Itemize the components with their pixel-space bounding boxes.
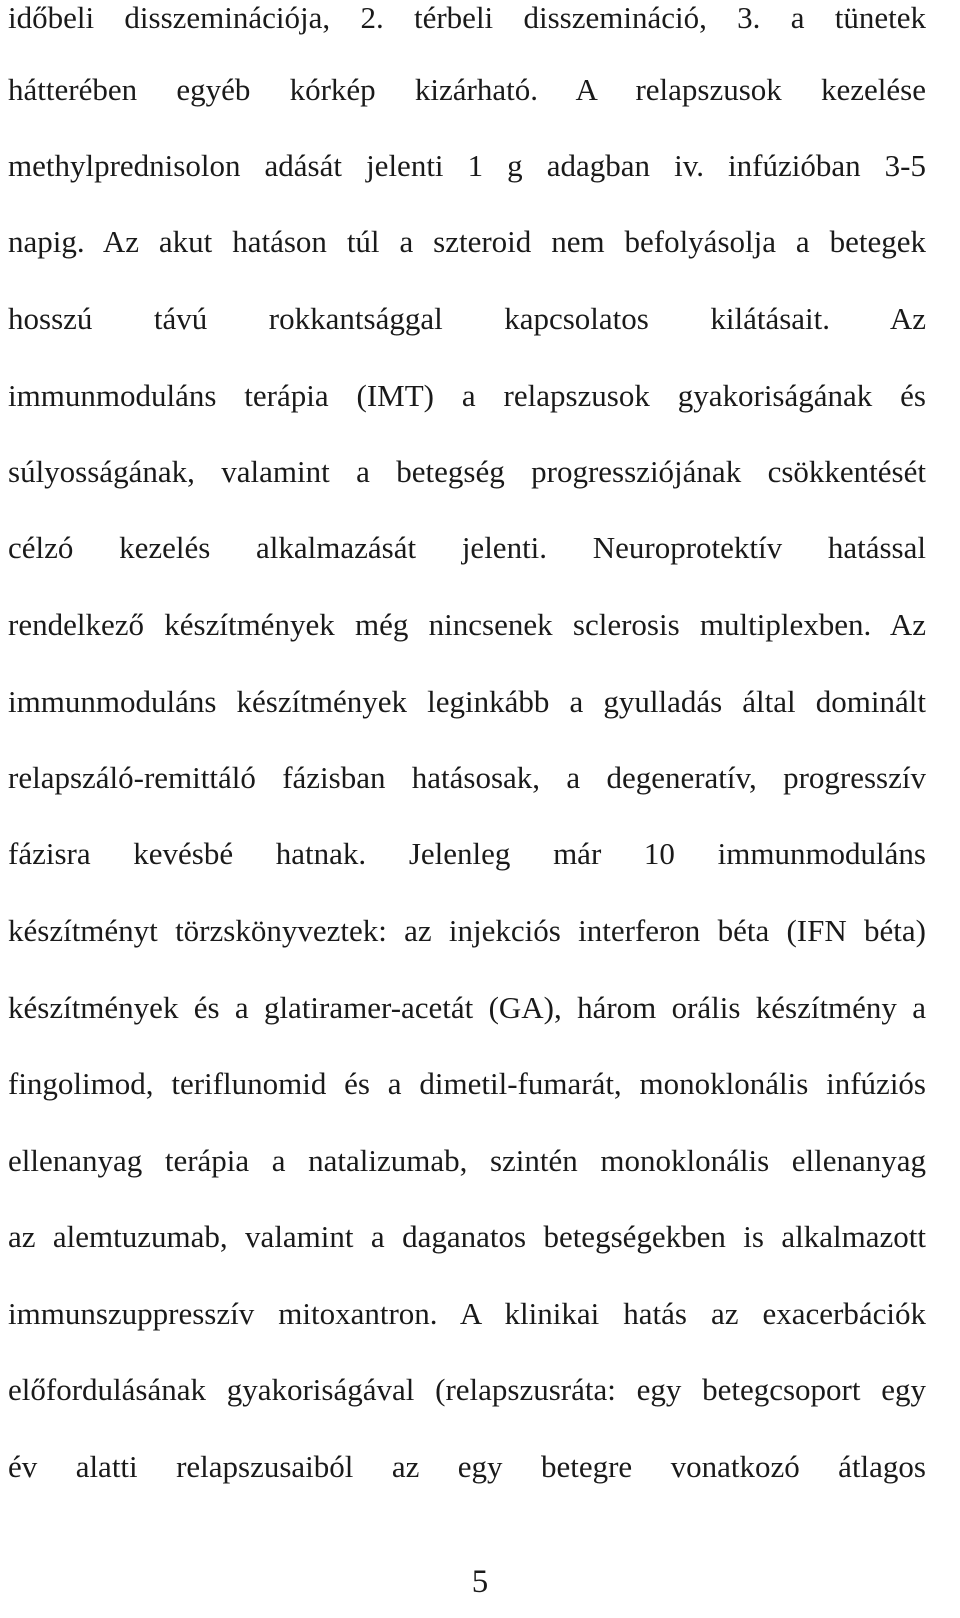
text-line: immunszuppresszív mitoxantron. A klinikai hatás az exacerbációk bbox=[8, 1296, 926, 1331]
text-line: relapszáló-remittáló fázisban hatásosak, a degeneratív, progresszív bbox=[8, 760, 926, 795]
text-line: immunmoduláns terápia (IMT) a relapszusok gyakoriságának és bbox=[8, 378, 926, 413]
text-line: súlyosságának, valamint a betegség progressziójának csökkentését bbox=[8, 454, 926, 489]
text-line: methylprednisolon adását jelenti 1 g adagban iv. infúzióban 3-5 bbox=[8, 148, 926, 183]
text-line: az alemtuzumab, valamint a daganatos betegségekben is alkalmazott bbox=[8, 1219, 926, 1254]
text-line: rendelkező készítmények még nincsenek sclerosis multiplexben. Az bbox=[8, 607, 926, 642]
text-line: fázisra kevésbé hatnak. Jelenleg már 10 immunmoduláns bbox=[8, 836, 926, 871]
text-line: ellenanyag terápia a natalizumab, szintén monoklonális ellenanyag bbox=[8, 1143, 926, 1178]
text-line: készítmények és a glatiramer-acetát (GA), három orális készítmény a bbox=[8, 990, 926, 1025]
text-line: fingolimod, teriflunomid és a dimetil-fumarát, monoklonális infúziós bbox=[8, 1066, 926, 1101]
text-line: év alatti relapszusaiból az egy betegre vonatkozó átlagos bbox=[8, 1449, 926, 1484]
text-line: napig. Az akut hatáson túl a szteroid nem befolyásolja a betegek bbox=[8, 224, 926, 259]
text-line: hátterében egyéb kórkép kizárható. A relapszusok kezelése bbox=[8, 72, 926, 107]
text-line: hosszú távú rokkantsággal kapcsolatos kilátásait. Az bbox=[8, 301, 926, 336]
text-line: előfordulásának gyakoriságával (relapszusráta: egy betegcsoport egy bbox=[8, 1372, 926, 1407]
text-line: célzó kezelés alkalmazását jelenti. Neuroprotektív hatással bbox=[8, 530, 926, 565]
text-line: időbeli disszeminációja, 2. térbeli disszemináció, 3. a tünetek bbox=[8, 0, 926, 35]
page-number: 5 bbox=[471, 1564, 489, 1600]
text-line: készítményt törzskönyveztek: az injekciós interferon béta (IFN béta) bbox=[8, 913, 926, 948]
text-line: immunmoduláns készítmények leginkább a gyulladás által dominált bbox=[8, 684, 926, 719]
